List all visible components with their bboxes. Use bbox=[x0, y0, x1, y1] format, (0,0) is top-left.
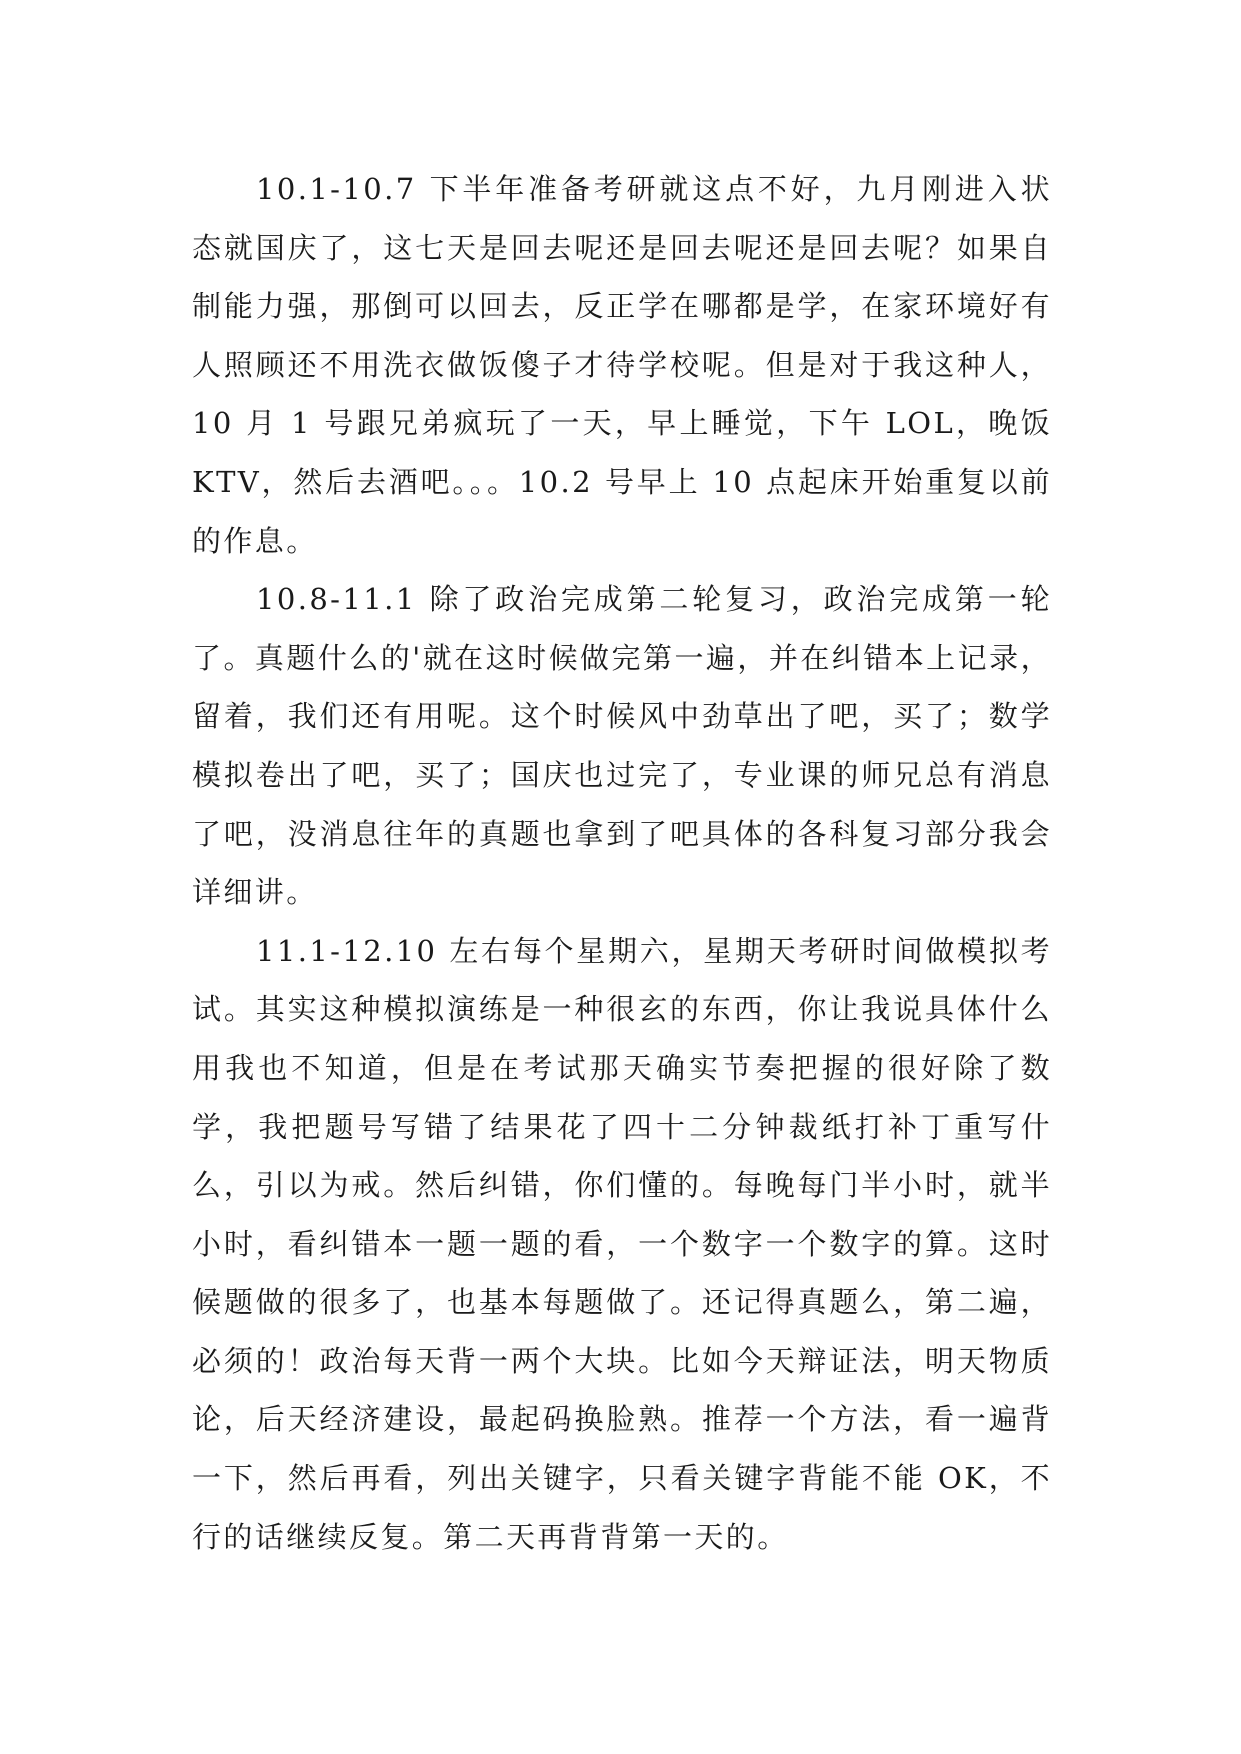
paragraph-nov-1-dec-10: 11.1-12.10 左右每个星期六，星期天考研时间做模拟考试。其实这种模拟演练是一种很玄的东西，你让我说具体什么用我也不知道，但是在考试那天确实节奏把握的很好除了数学，我把题号写错了结果花了四十二分钟裁纸打补丁重写什么，引以为戒。然后纠错，你们懂的。每晚每门半小时，就半小时，看纠错本一题一题的看，一个数字一个数字的算。这时候题做的很多了，也基本每题做了。还记得真题么，第二遍，必须的！政治每天背一两个大块。比如今天辩证法，明天物质论，后天经济建设，最起码换脸熟。推荐一个方法，看一遍背一下，然后再看，列出关键字，只看关键字背能不能 OK，不行的话继续反复。第二天再背背第一天的。 bbox=[192, 933, 1052, 1554]
paragraph-oct-1-7: 10.1-10.7 下半年准备考研就这点不好，九月刚进入状态就国庆了，这七天是回去呢还是回去呢还是回去呢？如果自制能力强，那倒可以回去，反正学在哪都是学，在家环境好有人照顾还不用洗衣做饭傻子才待学校呢。但是对于我这种人，10 月 1 号跟兄弟疯玩了一天，早上睡觉，下午 LOL，晚饭 KTV，然后去酒吧。。。10.2 号早上 10 点起床开始重复以前的作息。 bbox=[192, 172, 1052, 558]
document-body bbox=[192, 160, 1052, 1566]
paragraph-oct-8-nov-1: 10.8-11.1 除了政治完成第二轮复习，政治完成第一轮了。真题什么的'就在这时候做完第一遍，并在纠错本上记录，留着，我们还有用呢。这个时候风中劲草出了吧，买了；数学模拟卷出了吧，买了；国庆也过完了，专业课的师兄总有消息了吧，没消息往年的真题也拿到了吧具体的各科复习部分我会详细讲。 bbox=[192, 582, 1052, 910]
